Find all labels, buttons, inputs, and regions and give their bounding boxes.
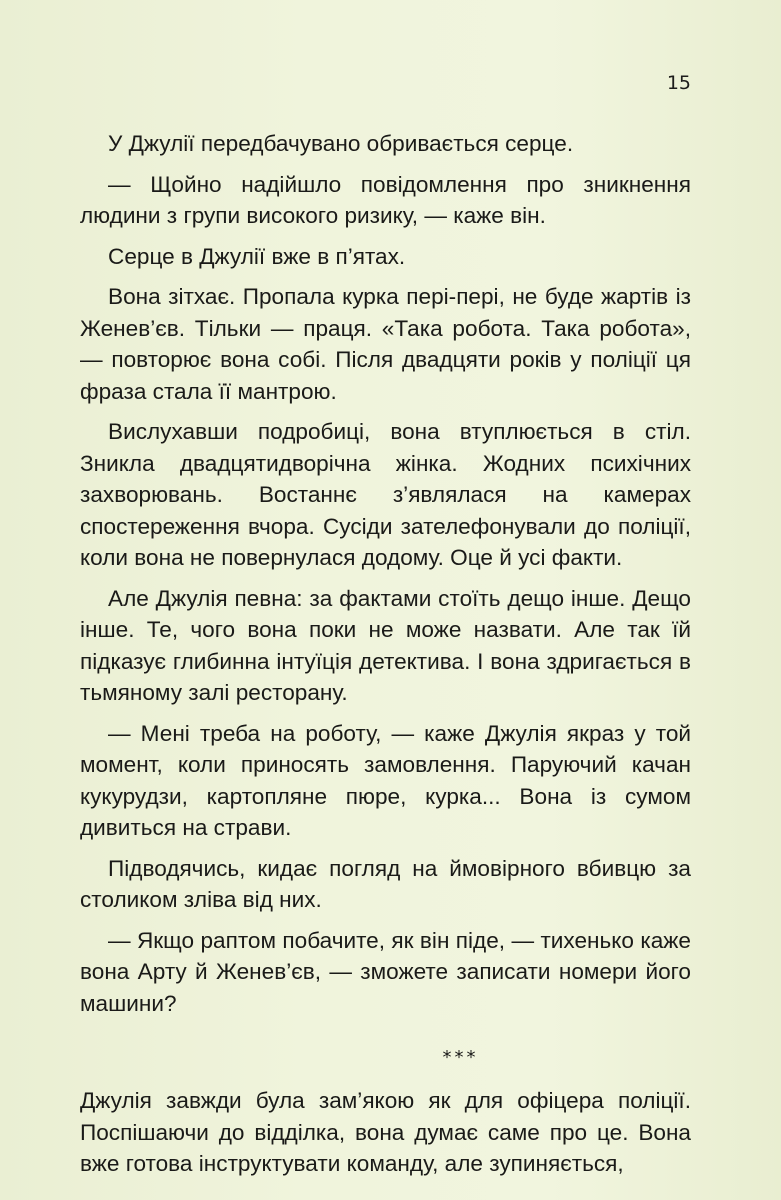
paragraph: Підводячись, кидає погляд на ймовірного вбивцю за столиком зліва від них.	[80, 855, 691, 912]
paragraph: Вона зітхає. Пропала курка пері-пері, не буде жартів із Женев’єв. Тільки — праця. «Така робота. Така робота», — повторює вона собі. Після двадцяти років у поліції ця фраза стала її мантрою.	[80, 284, 691, 404]
paragraph: — Мені треба на роботу, — каже Джулія якраз у той момент, коли приносять замовлення. Паруючий качан кукурудзи, картопляне пюре, курка... Вона із сумом дивиться на страви.	[80, 720, 691, 840]
paragraph: Вислухавши подробиці, вона втуплюється в стіл. Зникла двадцятидворічна жінка. Жодних психічних захворювань. Востаннє з’являлася на камерах спостереження вчора. Сусіди зателефонували до поліції, коли вона не повернулася додому. Оце й усі факти.	[80, 419, 691, 570]
paragraph: — Щойно надійшло повідомлення про зникнення людини з групи високого ризику, — каже він.	[80, 171, 691, 228]
section-separator: ***	[442, 1047, 479, 1068]
paragraph: У Джулії передбачувано обривається серце.	[108, 131, 574, 156]
paragraph: Серце в Джулії вже в п’ятах.	[108, 243, 406, 269]
paragraph: — Якщо раптом побачите, як він піде, — тихенько каже вона Арту й Женев’єв, — зможете записати номери його машини?	[80, 927, 691, 1016]
page-number: 15	[666, 72, 691, 94]
paragraph: Але Джулія певна: за фактами стоїть дещо інше. Дещо інше. Те, чого вона поки не може назвати. Але так їй підказує глибинна інтуїція детектива. І вона здригається в тьмяному залі ресторану.	[80, 585, 691, 705]
body-text	[80, 128, 691, 1189]
paragraph: Джулія завжди була зам’якою як для офіцера поліції. Поспішаючи до відділка, вона думає саме про це. Вона вже готова інструктувати команду, але зупиняється,	[80, 1088, 691, 1176]
